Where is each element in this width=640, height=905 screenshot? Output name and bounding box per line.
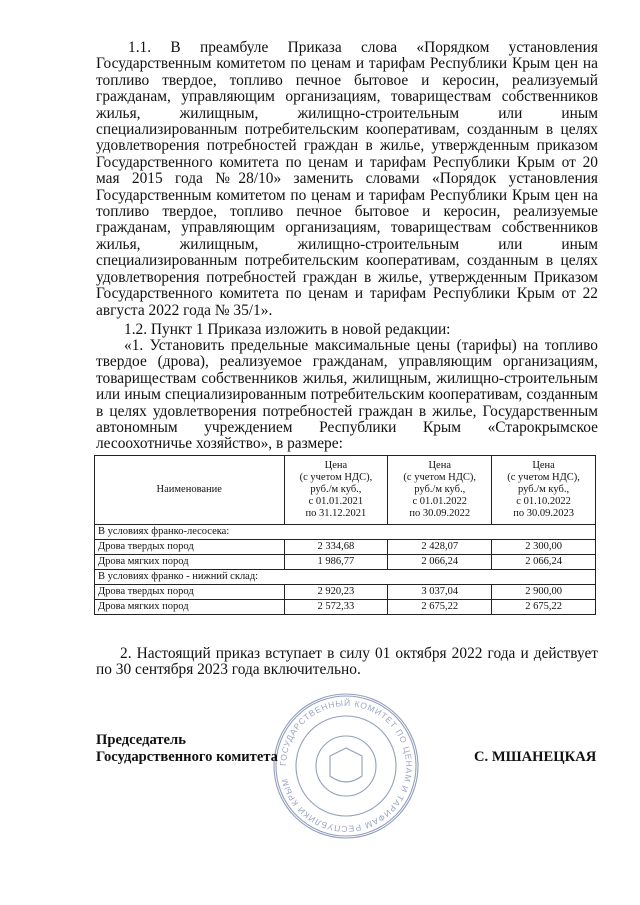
price-cell: 1 986,77 xyxy=(284,555,388,570)
header-line: руб./м куб., xyxy=(518,484,570,495)
price-cell: 3 037,04 xyxy=(388,585,492,600)
price-cell: 2 428,07 xyxy=(388,540,492,555)
header-line: руб./м куб., xyxy=(414,484,466,495)
price-cell: 2 300,00 xyxy=(492,540,596,555)
row-name: Дрова твердых пород xyxy=(95,540,285,555)
seal-emblem-shield-icon xyxy=(330,748,362,782)
row-name: Дрова твердых пород xyxy=(95,585,285,600)
section-row xyxy=(95,570,596,585)
signature-position xyxy=(96,732,278,766)
header-line: Цена xyxy=(428,460,451,471)
header-line: по 30.09.2022 xyxy=(409,508,471,519)
header-line: Цена xyxy=(324,460,348,471)
header-price-2021 xyxy=(284,456,388,525)
header-line: по 30.09.2023 xyxy=(513,508,574,519)
price-cell: 2 675,22 xyxy=(492,600,596,615)
seal-inner-ring xyxy=(316,736,376,796)
table-row xyxy=(95,540,596,555)
signature-title-line1: Председатель xyxy=(96,732,186,748)
table-row xyxy=(95,585,596,600)
header-name: Наименование xyxy=(95,456,285,525)
header-price-2023 xyxy=(492,456,596,525)
row-name: Дрова мягких пород xyxy=(95,600,285,615)
signatory-name: С. МШАНЕЦКАЯ xyxy=(474,749,597,765)
price-cell: 2 066,24 xyxy=(492,555,596,570)
paragraph-2: 2. Настоящий приказ вступает в силу 01 октября 2022 года и действует по 30 сентября 2023 года включительно. xyxy=(96,645,598,679)
header-line: с 01.01.2022 xyxy=(412,496,468,507)
seal-outer-ring-inner xyxy=(276,696,416,836)
price-table xyxy=(94,455,596,615)
header-line: с 01.10.2022 xyxy=(516,496,571,507)
header-line: (с учетом НДС), xyxy=(403,472,477,483)
price-cell: 2 572,33 xyxy=(284,600,388,615)
row-name: Дрова мягких пород xyxy=(95,555,285,570)
price-cell: 2 334,68 xyxy=(284,540,388,555)
section-row xyxy=(95,525,596,540)
seal-middle-ring xyxy=(296,716,396,816)
paragraph-1-2: 1.2. Пункт 1 Приказа изложить в новой редакции: xyxy=(124,321,451,338)
header-line: с 01.01.2021 xyxy=(308,496,364,507)
header-line: (с учетом НДС), xyxy=(299,472,373,483)
price-cell: 2 920,23 xyxy=(284,585,388,600)
price-cell: 2 900,00 xyxy=(492,585,596,600)
table-row xyxy=(95,600,596,615)
seal-text-path: ГОСУДАРСТВЕННЫЙ КОМИТЕТ ПО ЦЕНАМ И ТАРИФАМ РЕСПУБЛИКИ КРЫМ xyxy=(277,697,415,835)
price-cell: 2 675,22 xyxy=(388,600,492,615)
signature-title-line2: Государственного комитета xyxy=(96,749,278,765)
header-price-2022 xyxy=(388,456,492,525)
paragraph-1-1: 1.1. В преамбуле Приказа слова «Порядком установления Государственным комитетом по ценам и тарифам Республики Крым цен на топливо твердое, топливо печное бытовое и керосин, реализуемый гражданам, управляющим организациям, товариществам собственников жилья, жилищным, жилищно-строительным или иным специализированным потребительским кооперативам, созданным в целях удовлетворения потребностей граждан в жилье, утвержденным приказом Государственного комитета по ценам и тарифам Республики Крым от 20 мая 2015 года №28/10» заменить словами «Порядок установления Государственным комитетом по ценам и тарифам Республики Крым цен на топливо твердое, топливо печное бытовое и керосин, реализуемые гражданам, управляющим организациям, товариществам собственников жилья, жилищным, жилищно-строительным или иным специализированным потребительским кооперативам, созданным в целях удовлетворения потребностей граждан в жилье, утвержденным Приказом Государственного комитета по ценам и тарифам Республики Крым от 22 августа 2022 года № 35/1». xyxy=(96,39,598,319)
header-line: руб./м куб., xyxy=(310,484,362,495)
header-line: Цена xyxy=(532,460,555,471)
price-cell: 2 066,24 xyxy=(388,555,492,570)
paragraph-quote-1: «1. Установить предельные максимальные цены (тарифы) на топливо твердое (дрова), реализуемое гражданам, управляющим организациям, товариществам собственников жилья, жилищным, жилищно-строительным или иным специализированным потребительским кооперативам, созданным в целях удовлетворения потребностей граждан в жилье, Государственным автономным учреждением Республики Крым «Старокрымское лесоохотничье хозяйство», в размере: xyxy=(96,337,598,453)
header-line: (с учетом НДС), xyxy=(507,472,580,483)
table-header-row xyxy=(95,456,596,525)
section-forest-site: В условиях франко-лесосека: xyxy=(95,525,596,540)
official-seal xyxy=(270,690,422,842)
seal-text xyxy=(278,697,414,834)
header-line: по 31.12.2021 xyxy=(305,508,367,519)
section-lower-warehouse: В условиях франко - нижний склад: xyxy=(95,570,596,585)
table-row xyxy=(95,555,596,570)
